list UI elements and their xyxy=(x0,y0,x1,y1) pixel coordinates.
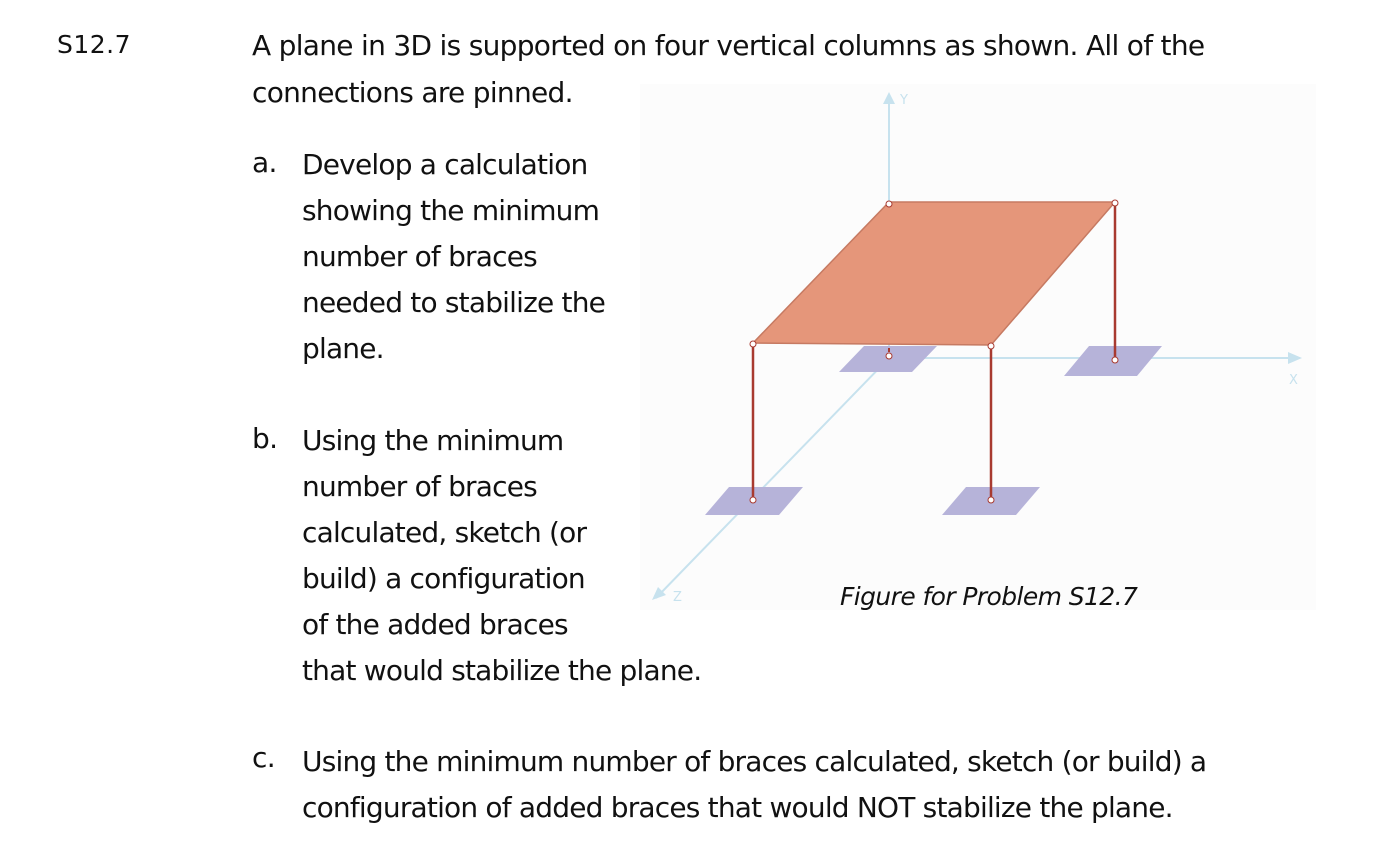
question-a-line: number of braces xyxy=(302,240,537,273)
question-b-line: calculated, sketch (or xyxy=(302,516,587,549)
question-c-line: configuration of added braces that would NOT stabilize the plane. xyxy=(302,791,1173,824)
question-a-line: Develop a calculation xyxy=(302,148,588,181)
question-a-label: a. xyxy=(252,146,277,179)
pin-base-front-right xyxy=(988,497,994,503)
question-b-line: that would stabilize the plane. xyxy=(302,654,702,687)
intro-line: connections are pinned. xyxy=(252,76,573,109)
question-b-label: b. xyxy=(252,422,278,455)
pin-top-back-right xyxy=(1112,200,1118,206)
pin-base-back-left xyxy=(886,353,892,359)
question-c-line: Using the minimum number of braces calculated, sketch (or build) a xyxy=(302,745,1207,778)
question-a-line: needed to stabilize the xyxy=(302,286,606,319)
question-b-line: number of braces xyxy=(302,470,537,503)
x-axis-label: X xyxy=(1289,373,1298,388)
pin-top-back-left xyxy=(886,201,892,207)
intro-line: A plane in 3D is supported on four vertical columns as shown. All of the xyxy=(252,29,1205,62)
question-b-line: of the added braces xyxy=(302,608,568,641)
question-a-line: showing the minimum xyxy=(302,194,600,227)
question-b-line: build) a configuration xyxy=(302,562,585,595)
y-axis-label: Y xyxy=(900,93,908,108)
question-b-line: Using the minimum xyxy=(302,424,564,457)
figure-background xyxy=(640,84,1316,610)
pin-top-front-right xyxy=(988,343,994,349)
pin-base-front-left xyxy=(750,497,756,503)
question-c-text xyxy=(302,739,1302,831)
pin-top-front-left xyxy=(750,341,756,347)
question-c-label: c. xyxy=(252,741,275,774)
question-a-line: plane. xyxy=(302,332,384,365)
z-axis-label: Z xyxy=(673,590,682,605)
question-a-text xyxy=(302,142,622,372)
structure-figure xyxy=(640,84,1316,610)
problem-id: S12.7 xyxy=(57,30,132,59)
pin-base-back-right xyxy=(1112,357,1118,363)
figure-caption: Figure for Problem S12.7 xyxy=(840,582,1138,611)
